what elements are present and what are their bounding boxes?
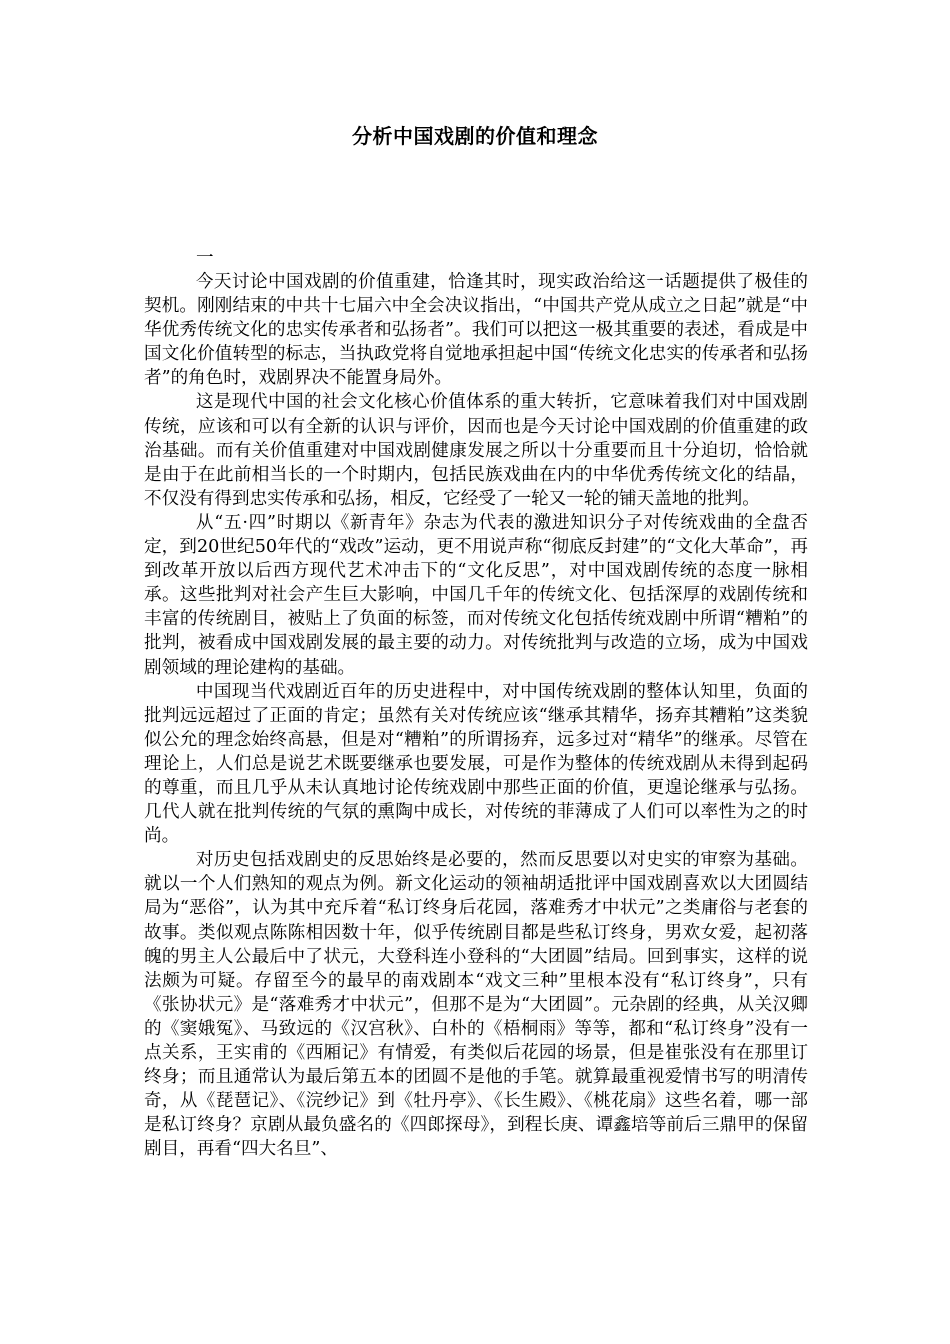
paragraph: 中国现当代戏剧近百年的历史进程中，对中国传统戏剧的整体认知里，负面的批判远远超过了正面的肯定；虽然有关对传统应该“继承其精华，扬弃其糟粕”这类貌似公允的理念始终高悬，但是对“糟粕”的所谓扬弃，远多过对“精华”的继承。尽管在理论上，人们总是说艺术既要继承也要发展，可是作为整体的传统戏剧从未得到起码的尊重，而且几乎从未认真地讨论传统戏剧中那些正面的价值，更遑论继承与弘扬。几代人就在批判传统的气氛的熏陶中成长，对传统的菲薄成了人们可以率性为之的时尚。	[144, 681, 808, 847]
paragraph: 今天讨论中国戏剧的价值重建，恰逢其时，现实政治给这一话题提供了极佳的契机。刚刚结束的中共十七届六中全会决议指出，“中国共产党从成立之日起”就是“中华优秀传统文化的忠实传承者和弘扬者”。我们可以把这一极其重要的表述，看成是中国文化价值转型的标志，当执政党将自觉地承担起中国“传统文化忠实的传承者和弘扬者”的角色时，戏剧界决不能置身局外。	[144, 272, 808, 389]
document-body	[144, 246, 808, 1161]
paragraph: 对历史包括戏剧史的反思始终是必要的，然而反思要以对史实的审察为基础。就以一个人们熟知的观点为例。新文化运动的领袖胡适批评中国戏剧喜欢以大团圆结局为“恶俗”，认为其中充斥着“私订终身后花园，落难秀才中状元”之类庸俗与老套的故事。类似观点陈陈相因数十年，似乎传统剧目都是些私订终身，男欢女爱，起初落魄的男主人公最后中了状元，大登科连小登科的“大团圆”结局。回到事实，这样的说法颇为可疑。存留至今的最早的南戏剧本“戏文三种”里根本没有“私订终身”，只有《张协状元》是“落难秀才中状元”，但那不是为“大团圆”。元杂剧的经典，从关汉卿的《窦娥冤》、马致远的《汉宫秋》、白朴的《梧桐雨》等等，都和“私订终身”没有一点关系，王实甫的《西厢记》有情爱，有类似后花园的场景，但是崔张没有在那里订终身；而且通常认为最后第五本的团圆不是他的手笔。就算最重视爱情书写的明清传奇，从《琵琶记》、《浣纱记》到《牡丹亭》、《长生殿》、《桃花扇》这些名着，哪一部是私订终身？京剧从最负盛名的《四郎探母》，到程长庚、谭鑫培等前后三鼎甲的保留剧目，再看“四大名旦”、	[144, 850, 808, 1160]
section-number: 一	[196, 248, 214, 268]
paragraph: 这是现代中国的社会文化核心价值体系的重大转折，它意味着我们对中国戏剧传统，应该和可以有全新的认识与评价，因而也是今天讨论中国戏剧的价值重建的政治基础。而有关价值重建对中国戏剧健康发展之所以十分重要而且十分迫切，恰恰就是由于在此前相当长的一个时期内，包括民族戏曲在内的中华优秀传统文化的结晶，不仅没有得到忠实传承和弘扬，相反，它经受了一轮又一轮的铺天盖地的批判。	[144, 392, 808, 509]
document-title: 分析中国戏剧的价值和理念	[352, 124, 598, 148]
paragraph: 从“五·四”时期以《新青年》杂志为代表的激进知识分子对传统戏曲的全盘否定，到20世纪50年代的“戏改”运动，更不用说声称“彻底反封建”的“文化大革命”，再到改革开放以后西方现代艺术冲击下的“文化反思”，对中国戏剧传统的态度一脉相承。这些批判对社会产生巨大影响，中国几千年的传统文化、包括深厚的戏剧传统和丰富的传统剧目，被贴上了负面的标签，而对传统文化包括传统戏剧中所谓“糟粕”的批判，被看成中国戏剧发展的最主要的动力。对传统批判与改造的立场，成为中国戏剧领域的理论建构的基础。	[144, 512, 808, 678]
